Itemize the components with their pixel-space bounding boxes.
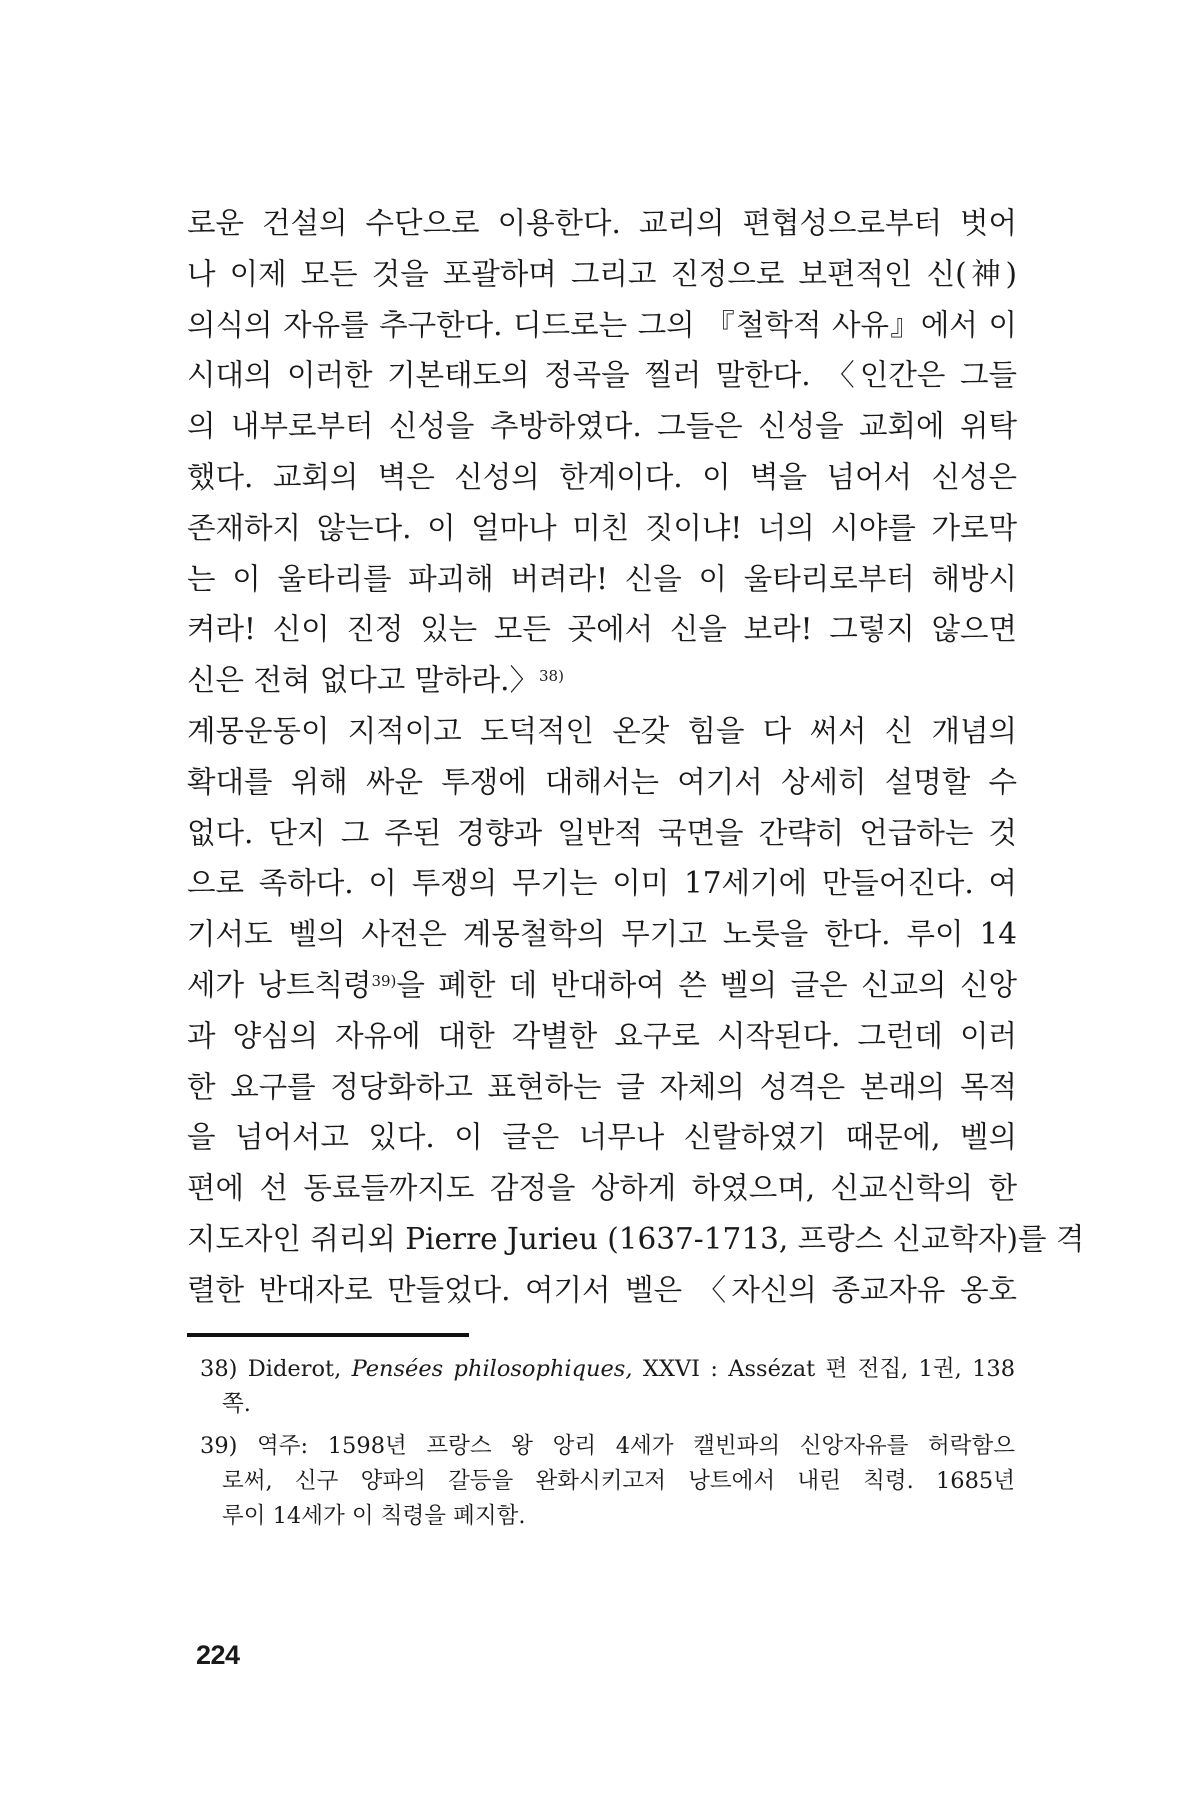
footnote-38-rest: XXVI : Assézat 편 전집, 1권, 138 [642, 1356, 1016, 1382]
text-line: 과 양심의 자유에 대한 각별한 요구로 시작된다. 그런데 이러 [187, 1018, 1017, 1053]
text-segment: 세가 낭트칙령 [187, 967, 372, 1002]
footnote-38-author: Diderot, [247, 1356, 342, 1382]
text-line [187, 960, 1017, 1011]
footnote-ref-39: 39) [371, 971, 397, 990]
text-line: 켜라! 신이 진정 있는 모든 곳에서 신을 보라! 그렇지 않으면 [187, 612, 1017, 647]
text-line: 을 넘어서고 있다. 이 글은 너무나 신랄하였기 때문에, 벨의 [187, 1120, 1017, 1155]
footnote-38 [200, 1352, 1015, 1387]
text-line: 편에 선 동료들까지도 감정을 상하게 하였으며, 신교신학의 한 [187, 1171, 1017, 1206]
text-line: 나 이제 모든 것을 포괄하며 그리고 진정으로 보편적인 신(神) [187, 256, 1017, 291]
text-line: 시대의 이러한 기본태도의 정곡을 찔러 말한다. 〈인간은 그들 [187, 358, 1017, 393]
text-line: 로운 건설의 수단으로 이용한다. 교리의 편협성으로부터 벗어 [187, 206, 1017, 240]
footnotes [200, 1352, 1015, 1534]
page-number: 224 [196, 1640, 240, 1670]
text-line: 확대를 위해 싸운 투쟁에 대해서는 여기서 상세히 설명할 수 [187, 764, 1017, 799]
footnote-38-number: 38) [200, 1356, 238, 1382]
text-line: 의 내부로부터 신성을 추방하였다. 그들은 신성을 교회에 위탁 [187, 409, 1017, 444]
text-line: 으로 족하다. 이 투쟁의 무기는 이미 17세기에 만들어진다. 여 [187, 866, 1017, 901]
text-segment: 을 폐한 데 반대하여 쓴 벨의 글은 신교의 신앙 [396, 967, 1018, 1002]
text-line: 없다. 단지 그 주된 경향과 일반적 국면을 간략히 언급하는 것 [187, 815, 1017, 850]
footnote-38-title: Pensées philosophiques, [351, 1356, 633, 1382]
footnote-divider [187, 1333, 469, 1337]
text-line: 렬한 반대자로 만들었다. 여기서 벨은 〈자신의 종교자유 옹호 [187, 1272, 1017, 1307]
text-line: 기서도 벨의 사전은 계몽철학의 무기고 노릇을 한다. 루이 14 [187, 917, 1017, 952]
text-line-paragraph-start: 계몽운동이 지적이고 도덕적인 온갖 힘을 다 써서 신 개념의 [187, 713, 1017, 748]
text-line: 는 이 울타리를 파괴해 버려라! 신을 이 울타리로부터 해방시 [187, 561, 1017, 596]
quote-end-text: 신은 전혀 없다고 말하라.〉 [187, 663, 539, 698]
text-line: 존재하지 않는다. 이 얼마나 미친 짓이냐! 너의 시야를 가로막 [187, 510, 1017, 545]
text-line: 의식의 자유를 추구한다. 디드로는 그의 『철학적 사유』에서 이 [187, 307, 1017, 342]
footnote-ref-38: 38) [538, 667, 564, 686]
body-text [187, 198, 1085, 1316]
footnote-38-continuation: 쪽. [222, 1391, 251, 1417]
footnote-39-continuation: 로써, 신구 양파의 갈등을 완화시키고저 낭트에서 내린 칙령. 1685년 [222, 1468, 1015, 1494]
text-line [187, 655, 1017, 706]
footnote-39: 39) 역주: 1598년 프랑스 왕 앙리 4세가 캘빈파의 신앙자유를 허락함으 [200, 1433, 1015, 1459]
text-line: 지도자인 쥐리외 Pierre Jurieu (1637-1713, 프랑스 신교학자)를 격 [187, 1221, 1085, 1256]
text-line: 한 요구를 정당화하고 표현하는 글 자체의 성격은 본래의 목적 [187, 1069, 1017, 1104]
footnote-39-continuation: 루이 14세가 이 칙령을 폐지함. [222, 1503, 526, 1529]
text-line: 했다. 교회의 벽은 신성의 한계이다. 이 벽을 넘어서 신성은 [187, 459, 1017, 494]
